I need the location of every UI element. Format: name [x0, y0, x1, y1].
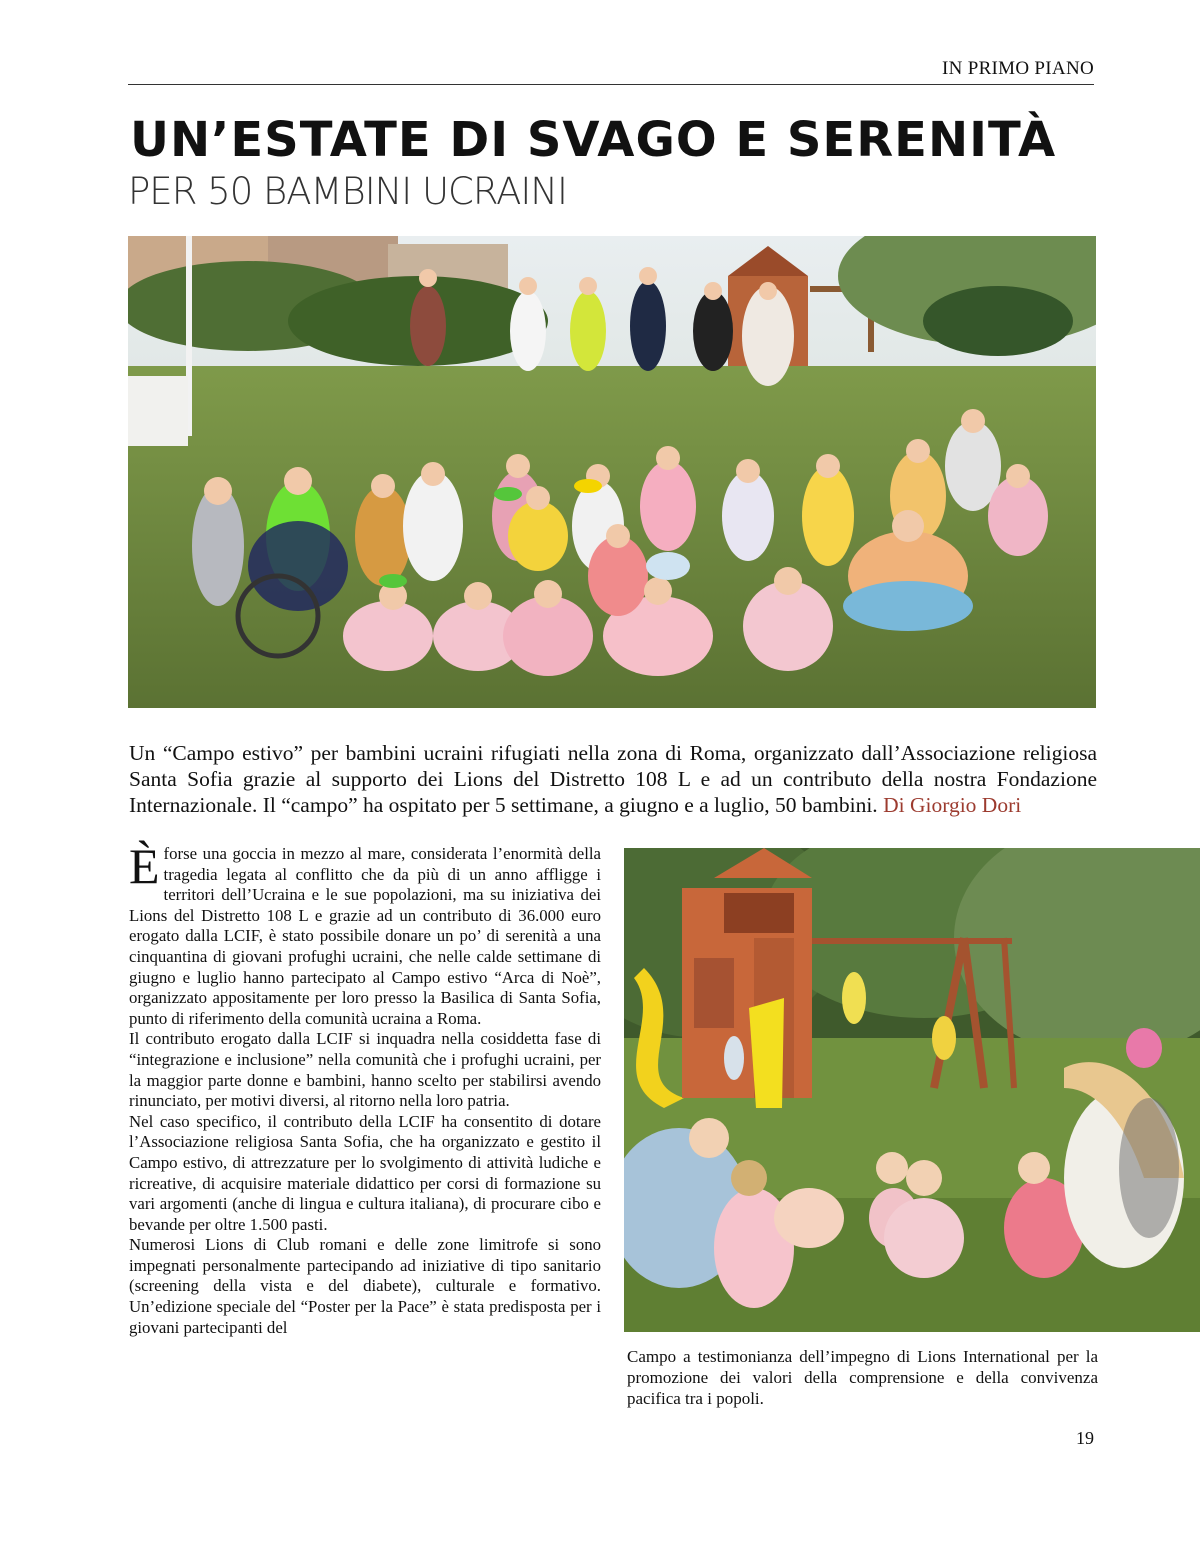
photo-caption: Campo a testimonianza dell’impegno di Lions International per la promozione dei valori della comprensione e della convivenza pacifica tra i popoli.: [627, 1347, 1098, 1408]
playground-photo: [624, 848, 1200, 1332]
header-rule: [128, 84, 1094, 85]
article-body: [129, 838, 601, 1338]
article-subheadline: PER 50 BAMBINI UCRAINI: [128, 170, 567, 213]
page-number: 19: [1076, 1428, 1094, 1448]
byline: Di Giorgio Dori: [883, 793, 1022, 817]
body-paragraph: Numerosi Lions di Club romani e delle zone limitrofe si sono impegnati personalmente partecipando ad iniziative di tipo sanitario (screening della vista e del diabete), culturale e formativo. Un’edizione speciale del “Poster per la Pace” è stata predisposta per i giovani partecipanti del: [129, 1235, 601, 1337]
body-paragraph: [129, 838, 601, 1029]
article-lead: [129, 740, 1097, 818]
body-paragraph-text: forse una goccia in mezzo al mare, considerata l’enormità della tragedia legata al conflitto che da più di un anno affligge i territori dell’Ucraina e le sue popolazioni, ma su iniziativa dei Lions del Distretto 108 L e grazie ad un contributo di 36.000 euro erogato dalla LCIF, è stato possibile donare un po’ di serenità a una cinquantina di giovani profughi ucraini, che nelle calde settimane di giugno e luglio hanno partecipato al Campo estivo “Arca di Noè”, organizzato appositamente per loro presso la Basilica di Santa Sofia, punto di riferimento della comunità ucraina a Roma.: [129, 844, 601, 1028]
body-paragraph: Nel caso specifico, il contributo della LCIF ha consentito di dotare l’Associazione religiosa Santa Sofia, che ha organizzato e gestito il Campo estivo, di attrezzature per lo svolgimento di attività ludiche e ricreative, di acquisire materiale didattico per corsi di formazione su vari argomenti (anche di lingua e cultura italiana), di procurare cibo e bevande per oltre 1.500 pasti.: [129, 1111, 601, 1234]
body-paragraph: Il contributo erogato dalla LCIF si inquadra nella cosiddetta fase di “integrazione e inclusione” nella comunità che i profughi ucraini, per la maggior parte donne e bambini, hanno scelto per stabilirsi avendo rinunciato, per motivi diversi, al ritorno nella loro patria.: [129, 1029, 601, 1111]
section-label: IN PRIMO PIANO: [942, 58, 1094, 79]
lead-text: Un “Campo estivo” per bambini ucraini rifugiati nella zona di Roma, organizzato dall’Associazione religiosa Santa Sofia grazie al supporto dei Lions del Distretto 108 L e ad un contributo della nostra Fondazione Internazionale. Il “campo” ha ospitato per 5 settimane, a giugno e a luglio, 50 bambini.: [129, 741, 1097, 817]
dropcap: È: [129, 838, 160, 894]
article-headline: UN’ESTATE DI SVAGO E SERENITÀ: [130, 112, 1057, 168]
group-photo: [128, 236, 1096, 708]
